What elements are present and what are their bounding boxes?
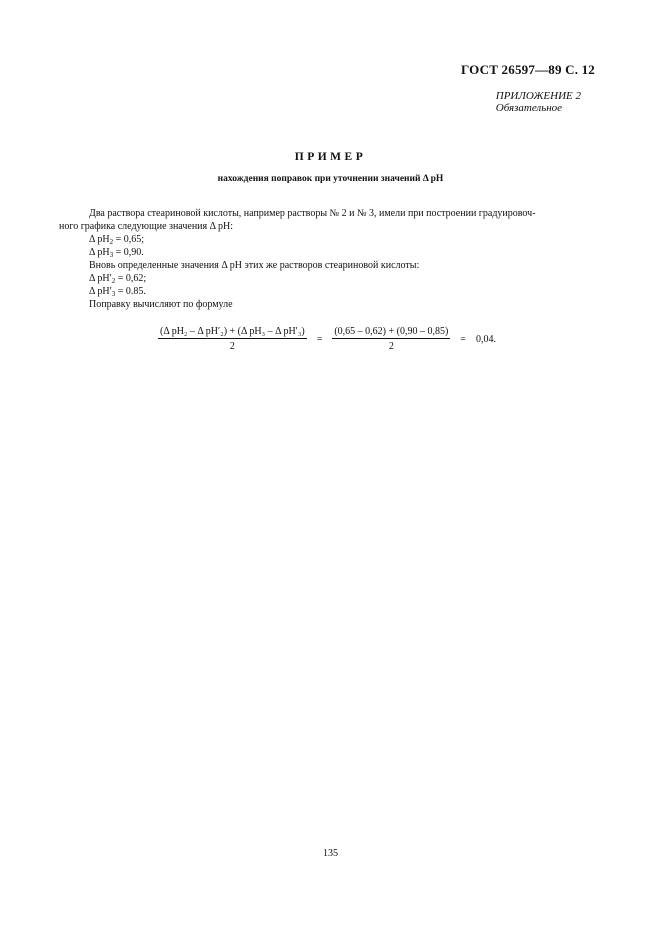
value-subscript: 2 bbox=[111, 277, 116, 285]
formula-equals-2: = bbox=[460, 333, 466, 345]
value-ph2 bbox=[89, 233, 601, 246]
intro-paragraph bbox=[59, 207, 601, 233]
value-ph3-prime bbox=[89, 285, 601, 298]
formula-intro: Поправку вычисляют по формуле bbox=[89, 299, 233, 310]
page-subtitle: нахождения поправок при уточнении значений Δ рН bbox=[217, 174, 444, 184]
value-number: = 0.85. bbox=[115, 286, 146, 297]
value-number: = 0,62; bbox=[115, 273, 147, 284]
formula-result: 0,04. bbox=[475, 333, 496, 345]
page-number: 135 bbox=[323, 848, 338, 859]
value-number: = 0,90. bbox=[113, 247, 144, 258]
repeat-line: Вновь определенные значения Δ рН этих же растворов стеариновой кислоты: bbox=[89, 260, 420, 271]
formula-right-fraction bbox=[332, 326, 450, 352]
value-label: Δ рН bbox=[89, 247, 110, 258]
standard-code: ГОСТ 26597—89 С. 12 bbox=[461, 62, 595, 77]
formula-left-numerator: (Δ рН₂ – Δ рН′₂) + (Δ рН₃ – Δ рН′₃) bbox=[160, 326, 305, 337]
value-ph2-prime bbox=[89, 272, 601, 285]
formula-right-numerator: (0,65 – 0,62) + (0,90 – 0,85) bbox=[334, 326, 449, 337]
value-subscript: 2 bbox=[109, 238, 114, 246]
value-label: Δ рН′ bbox=[89, 273, 112, 284]
value-number: = 0,65; bbox=[113, 234, 145, 245]
intro-line-2: ного графика следующие значения Δ рН: bbox=[59, 221, 233, 232]
formula-right-denominator: 2 bbox=[388, 341, 394, 352]
intro-line-1: Два раствора стеариновой кислоты, например растворы № 2 и № 3, имели при построении градуировоч- bbox=[89, 208, 536, 219]
correction-formula bbox=[158, 326, 496, 352]
value-label: Δ рН bbox=[89, 234, 110, 245]
value-ph3 bbox=[89, 246, 601, 259]
appendix-title: ПРИЛОЖЕНИЕ 2 bbox=[495, 90, 581, 102]
page-title: ПРИМЕР bbox=[294, 151, 367, 163]
appendix-status: Обязательное bbox=[495, 102, 563, 114]
formula-left-fraction bbox=[158, 326, 307, 352]
formula-left-denominator: 2 bbox=[229, 341, 235, 352]
document-body bbox=[59, 207, 601, 311]
value-label: Δ рН′ bbox=[89, 286, 112, 297]
appendix-label bbox=[496, 90, 581, 114]
formula-equals-1: = bbox=[316, 333, 323, 345]
value-subscript: 3 bbox=[111, 290, 116, 298]
value-subscript: 3 bbox=[109, 251, 114, 259]
